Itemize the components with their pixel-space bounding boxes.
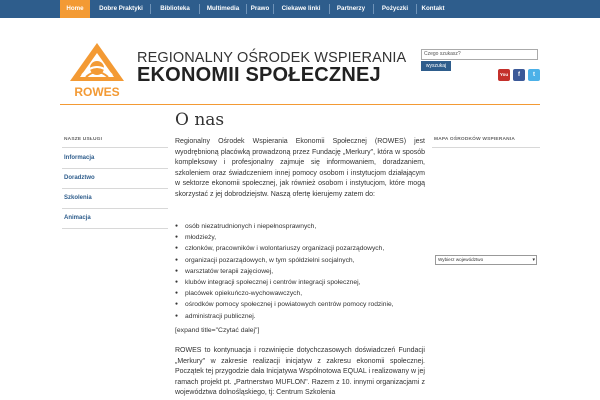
rowes-logo[interactable] — [68, 41, 126, 99]
list-item: ● członków, pracowników i wolontariuszy organizacji pozarządowych, — [175, 243, 425, 254]
site-title-line-2: EKONOMII SPOŁECZNEJ — [137, 64, 381, 86]
nav-item-dobre-praktyki[interactable]: Dobre Praktyki — [99, 5, 143, 12]
sidebar-divider — [62, 208, 168, 209]
site-title-line-1: REGIONALNY OŚRODEK WSPIERANIA — [137, 50, 407, 66]
nav-item-kontakt[interactable]: Kontakt — [421, 5, 445, 12]
nav-divider — [329, 4, 330, 14]
page-title: O nas — [175, 110, 225, 130]
sidebar-item-animacja[interactable]: Animacja — [64, 215, 91, 221]
chevron-down-icon: ▾ — [532, 257, 535, 263]
svg-text:ROWES: ROWES — [74, 85, 120, 99]
sidebar-item-doradztwo[interactable]: Doradztwo — [64, 175, 95, 181]
sidebar-divider — [62, 188, 168, 189]
nav-item-partnerzy[interactable]: Partnerzy — [336, 5, 366, 12]
search-input[interactable]: Czego szukasz? — [421, 49, 538, 60]
sidebar-divider — [62, 168, 168, 169]
services-heading: NASZE USŁUGI — [64, 137, 103, 142]
select-value: Wybierz województwo — [438, 257, 484, 262]
expand-shortcode: [expand title="Czytać dalej"] — [175, 327, 260, 334]
top-navigation-bar — [0, 0, 600, 18]
list-item: ● ośrodków pomocy społecznej i powiatowych centrów pomocy rodzinie, — [175, 299, 425, 310]
audience-list — [175, 221, 425, 322]
sidebar-item-informacja[interactable]: Informacja — [64, 155, 95, 161]
list-item: ● placówek opiekuńczo-wychowawczych, — [175, 288, 425, 299]
intro-paragraph: Regionalny Ośrodek Wspierania Ekonomii Społecznej (ROWES) jest wyodrębnioną placówką prowadzoną przez Fundację „Merkury", która w sposób kompleksowy i profesjonalny zajmuje się informowaniem, doradzaniem, szkoleniem oraz świadczeniem innej pomocy osobom i instytucjom działającym w sektorze ekonomii społecznej, jak również osobom i instytucjom, które mogą skorzystać z jej dobrodziejstw. Naszą ofertę kierujemy zatem do: — [175, 138, 425, 198]
nav-divider — [416, 4, 417, 14]
search-button[interactable]: wyszukaj — [421, 61, 451, 71]
youtube-icon[interactable]: You Tube — [498, 69, 510, 81]
nav-item-pozyczki[interactable]: Pożyczki — [381, 5, 409, 12]
nav-divider — [199, 4, 200, 14]
sidebar-divider — [62, 147, 168, 148]
nav-divider — [273, 4, 274, 14]
continuation-paragraph: ROWES to kontynuacja i rozwinięcie dotychczasowych doświadczeń Fundacji „Merkury" w zakresie realizacji inicjatyw z zakresu ekonomii społecznej. Początek tej przygodzie dała Inicjatywa Wspólnotowa EQUAL i realizowany w jej ramach projekt pt. „Partnerstwo MUFLON". Razem z 10. innymi organizacjami z województwa dolnośląskiego, tj: Centrum Szkolenia — [175, 347, 425, 396]
header-divider — [60, 104, 540, 105]
nav-divider — [150, 4, 151, 14]
list-item: ● osób niezatrudnionych i niepełnosprawnych, — [175, 221, 425, 232]
rowes-logo-mark-icon — [68, 41, 126, 99]
nav-divider — [373, 4, 374, 14]
nav-item-home[interactable]: Home — [60, 0, 90, 18]
nav-item-ciekawe-linki[interactable]: Ciekawe linki — [281, 5, 321, 12]
list-item: ● warsztatów terapii zajęciowej, — [175, 266, 425, 277]
map-heading: MAPA OŚRODKÓW WSPIERANIA — [434, 137, 516, 142]
list-item: ● administracji publicznej. — [175, 311, 425, 322]
voivodeship-select[interactable] — [435, 255, 537, 265]
twitter-icon[interactable]: t — [528, 69, 540, 81]
facebook-icon[interactable]: f — [513, 69, 525, 81]
nav-item-prawo[interactable]: Prawo — [250, 5, 270, 12]
nav-divider — [246, 4, 247, 14]
nav-item-biblioteka[interactable]: Biblioteka — [160, 5, 190, 12]
list-item: ● klubów integracji społecznej i centrów integracji społecznej, — [175, 277, 425, 288]
sidebar-divider — [432, 147, 540, 148]
sidebar-divider — [62, 228, 168, 229]
list-item: ● młodzieży, — [175, 232, 425, 243]
list-item: ● organizacji pozarządowych, w tym spółdzielni socjalnych, — [175, 255, 425, 266]
sidebar-item-szkolenia[interactable]: Szkolenia — [64, 195, 92, 201]
nav-item-multimedia[interactable]: Multimedia — [206, 5, 240, 12]
